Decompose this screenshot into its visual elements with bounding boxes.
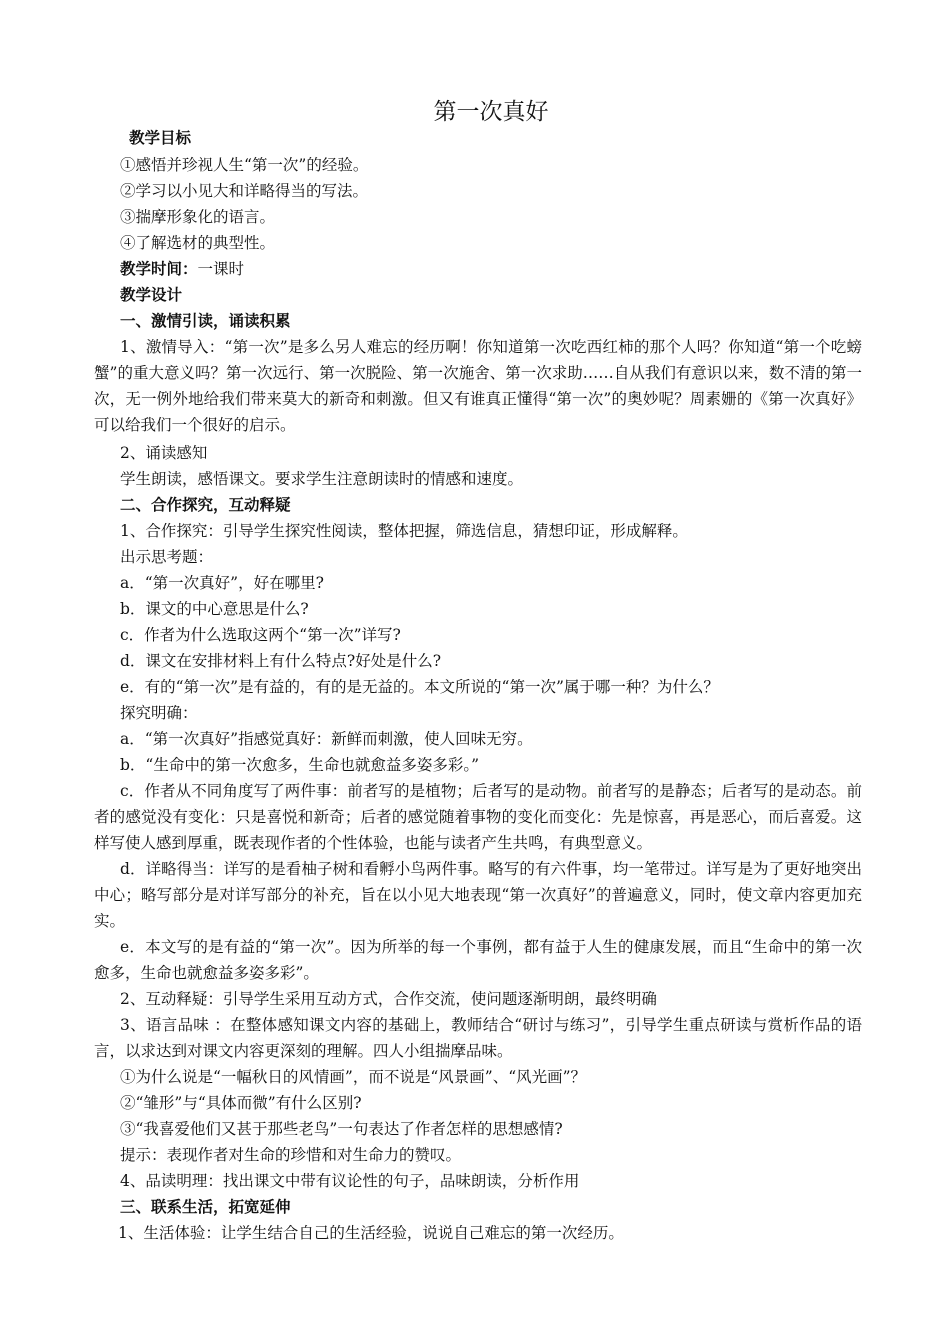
document-title: 第一次真好 [433,99,549,125]
objectives-heading: 教学目标 [129,129,192,147]
section2-language-paragraph: 3、语言品味 ：在整体感知课文内容的基础上，教师结合“研讨与练习”，引导学生重点研读与赏析作品的语言，以求达到对课文内容更深刻的理解。四人小组揣摩品味。 [94,1016,862,1060]
question-item: e．有的“第一次”是有益的，有的是无益的。本文所说的“第一次”属于哪一种？为什么？ [120,678,719,696]
answer-item: e．本文写的是有益的“第一次”。因为所举的每一个事例，都有益于人生的健康发展，而且“生命中的第一次愈多，生命也就愈益多姿多彩”。 [94,938,862,982]
teaching-time-value: 一课时 [197,260,245,278]
section1-heading: 一、激情引读，诵读积累 [120,312,291,330]
teaching-time [94,256,862,282]
objective-item: ③揣摩形象化的语言。 [120,208,276,226]
document-body [94,124,862,1246]
question-item: b．课文的中心意思是什么? [120,600,309,618]
section2-explore-paragraph: 1、合作探究：引导学生探究性阅读，整体把握，筛选信息，猜想印证，形成解释。 [120,522,688,540]
objective-item: ②学习以小见大和详略得当的写法。 [120,182,369,200]
hint-text: 提示：表现作者对生命的珍惜和对生命力的赞叹。 [120,1146,462,1164]
language-question-item: ①为什么说是“一幅秋日的风情画”，而不说是“风景画”、“风光画”？ [120,1068,587,1086]
answer-item: c．作者从不同角度写了两件事：前者写的是植物；后者写的是动物。前者写的是静态；后者写的是动态。前者的感觉没有变化：只是喜悦和新奇；后者的感觉随着事物的变化而变化：先是惊喜，再是恶心，而后喜爱。这样写使人感到厚重，既表现作者的个性体验，也能与读者产生共鸣，有典型意义。 [94,782,862,852]
section3-life-paragraph: 1、生活体验：让学生结合自己的生活经验，说说自己难忘的第一次经历。 [118,1224,624,1242]
question-item: a．“第一次真好”，好在哪里? [120,574,324,592]
answer-item: a．“第一次真好”指感觉真好：新鲜而刺激，使人回味无穷。 [120,730,533,748]
teaching-time-label: 教学时间： [120,260,198,278]
objective-item: ④了解选材的典型性。 [120,234,276,252]
questions-label: 出示思考题： [120,548,214,566]
answer-item: d．详略得当：详写的是看柚子树和看孵小鸟两件事。略写的有六件事，均一笔带过。详写是为了更好地突出中心；略写部分是对详写部分的补充，旨在以小见大地表现“第一次真好”的普遍意义，同时，使文章内容更加充实。 [94,860,862,930]
section2-heading: 二、合作探究，互动释疑 [120,496,291,514]
language-question-item: ②“雏形”与“具体而微”有什么区别? [120,1094,362,1112]
language-question-item: ③“我喜爱他们又甚于那些老鸟”一句表达了作者怎样的思想感情? [120,1120,563,1138]
section2-reasoning-paragraph: 4、品读明理：找出课文中带有议论性的句子，品味朗读，分析作用 [120,1172,580,1190]
answer-item: b．“生命中的第一次愈多，生命也就愈益多姿多彩。” [120,756,480,774]
answers-label: 探究明确： [120,704,198,722]
section1-intro-paragraph: 1、激情导入：“第一次”是多么另人难忘的经历啊！你知道第一次吃西红柿的那个人吗？你知道“第一个吃螃蟹”的重大意义吗？第一次远行、第一次脱险、第一次施舍、第一次求助……自从我们有意识以来，数不清的第一次，无一例外地给我们带来莫大的新奇和刺激。但又有谁真正懂得“第一次”的奥妙呢？周素姗的《第一次真好》可以给我们一个很好的启示。 [94,338,862,434]
section2-interact-paragraph: 2、互动释疑：引导学生采用互动方式，合作交流，使问题逐渐明朗，最终明确 [120,990,657,1008]
question-item: d．课文在安排材料上有什么特点?好处是什么? [120,652,442,670]
section1-reading-heading: 2、诵读感知 [120,444,208,462]
question-item: c．作者为什么选取这两个“第一次”详写? [120,626,401,644]
section3-heading: 三、联系生活，拓宽延伸 [120,1198,291,1216]
section1-reading-text: 学生朗读，感悟课文。要求学生注意朗读时的情感和速度。 [120,470,524,488]
objective-item: ①感悟并珍视人生“第一次”的经验。 [120,156,369,174]
design-heading: 教学设计 [120,286,183,304]
